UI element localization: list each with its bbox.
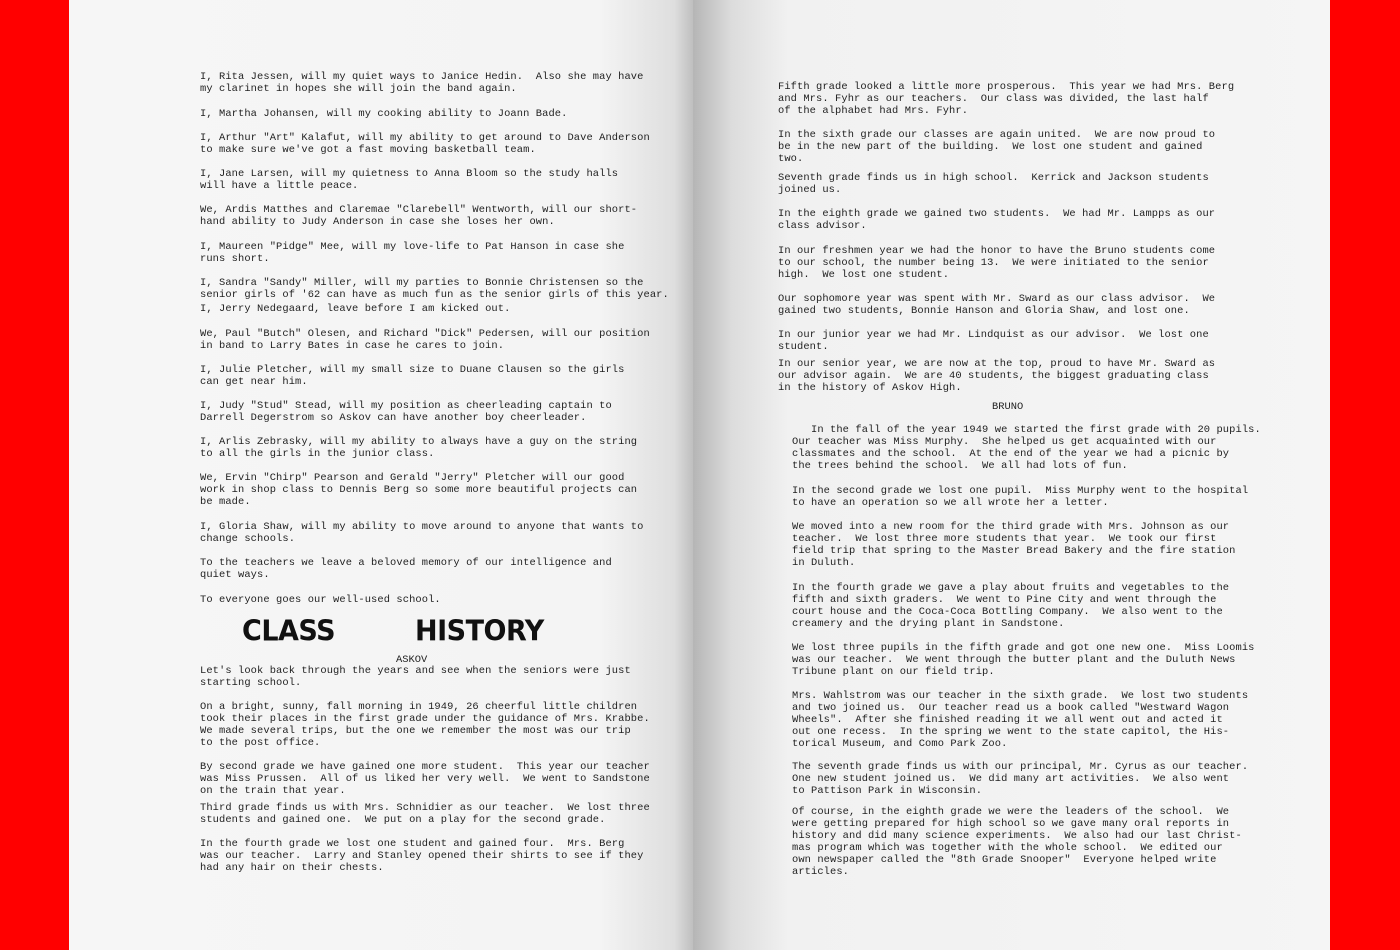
history-paragraph: In the fourth grade we lost one student and gained four. Mrs. Berg was our teacher. Larry and Stanley opened their shirts to see if they had any hair on their chests. [200, 838, 644, 874]
bruno-history-paragraph: We lost three pupils in the fifth grade and got one new one. Miss Loomis was our teacher. We went through the butter plant and the Duluth News Tribune plant on our field trip. [792, 642, 1255, 678]
will-paragraph: I, Sandra "Sandy" Miller, will my parties to Bonnie Christensen so the senior girls of '62 can have as much fun as the senior girls of this year. [200, 277, 669, 301]
askov-section-label: ASKOV [396, 654, 428, 666]
history-paragraph: Let's look back through the years and see when the seniors were just starting school. [200, 665, 631, 689]
bruno-history-paragraph: Of course, in the eighth grade we were the leaders of the school. We were getting prepared for high school so we gave many oral reports in history and did many science experiments. We also had our last Christ- mas program which was together with the whole school. We edited our own newspaper called the "8th Grade Snooper" Everyone helped write articles. [792, 806, 1242, 878]
bruno-history-paragraph: Mrs. Wahlstrom was our teacher in the sixth grade. We lost two students and two joined us. Our teacher read us a book called "Westward Wagon Wheels". After she finished reading it we all went out and acted it out one recess. In the spring we went to the state capitol, the His- torical Museum, and Como Park Zoo. [792, 690, 1249, 750]
will-paragraph: I, Maureen "Pidge" Mee, will my love-life to Pat Hanson in case she runs short. [200, 241, 625, 265]
history-paragraph: By second grade we have gained one more student. This year our teacher was Miss Prussen. All of us liked her very well. We went to Sandstone on the train that year. [200, 761, 650, 797]
right-page [693, 0, 1330, 950]
bruno-history-paragraph: In the fall of the year 1949 we started the first grade with 20 pupils. Our teacher was Miss Murphy. She helped us get acquainted with our classmates and the school. At the end of the year we had a picnic by the trees behind the school. We all had lots of fun. [792, 424, 1261, 472]
left-page [69, 0, 693, 950]
will-paragraph: We, Paul "Butch" Olesen, and Richard "Dick" Pedersen, will our position in band to Larry Bates in case he cares to join. [200, 328, 650, 352]
class-history-heading-history: HISTORY [415, 615, 544, 648]
will-paragraph: To the teachers we leave a beloved memory of our intelligence and quiet ways. [200, 557, 612, 581]
will-paragraph: I, Jane Larsen, will my quietness to Anna Bloom so the study halls will have a little peace. [200, 168, 619, 192]
bruno-section-label: BRUNO [992, 401, 1024, 413]
will-paragraph: We, Ardis Matthes and Claremae "Clarebell" Wentworth, will our short- hand ability to Judy Anderson in case she loses her own. [200, 204, 638, 228]
askov-history-paragraph: Seventh grade finds us in high school. Kerrick and Jackson students joined us. [778, 172, 1209, 196]
askov-history-paragraph: In our freshmen year we had the honor to have the Bruno students come to our school, the number being 13. We were initiated to the senior high. We lost one student. [778, 245, 1216, 281]
bruno-history-paragraph: The seventh grade finds us with our principal, Mr. Cyrus as our teacher. One new student joined us. We did many art activities. We also went to Pattison Park in Wisconsin. [792, 761, 1249, 797]
class-history-heading-class: CLASS [242, 615, 336, 648]
will-paragraph: I, Judy "Stud" Stead, will my position as cheerleading captain to Darrell Degerstrom so Askov can have another boy cheerleader. [200, 400, 612, 424]
will-paragraph: I, Gloria Shaw, will my ability to move around to anyone that wants to change schools. [200, 521, 644, 545]
will-paragraph: To everyone goes our well-used school. [200, 594, 441, 606]
will-paragraph: I, Arthur "Art" Kalafut, will my ability to get around to Dave Anderson to make sure we've got a fast moving basketball team. [200, 132, 650, 156]
will-paragraph: I, Arlis Zebrasky, will my ability to always have a guy on the string to all the girls in the junior class. [200, 436, 638, 460]
history-paragraph: Third grade finds us with Mrs. Schnidier as our teacher. We lost three students and gained one. We put on a play for the second grade. [200, 802, 650, 826]
askov-history-paragraph: In our junior year we had Mr. Lindquist as our advisor. We lost one student. [778, 329, 1209, 353]
askov-history-paragraph: Our sophomore year was spent with Mr. Sward as our class advisor. We gained two students, Bonnie Hanson and Gloria Shaw, and lost one. [778, 293, 1216, 317]
will-paragraph: I, Martha Johansen, will my cooking ability to Joann Bade. [200, 108, 568, 120]
will-paragraph: I, Julie Pletcher, will my small size to Duane Clausen so the girls can get near him. [200, 364, 625, 388]
askov-history-paragraph: Fifth grade looked a little more prosperous. This year we had Mrs. Berg and Mrs. Fyhr as our teachers. Our class was divided, the last half of the alphabet had Mrs. Fyhr. [778, 81, 1235, 117]
askov-history-paragraph: In the sixth grade our classes are again united. We are now proud to be in the new part of the building. We lost one student and gained two. [778, 129, 1216, 165]
bruno-history-paragraph: We moved into a new room for the third grade with Mrs. Johnson as our teacher. We lost three more students that year. We took our first field trip that spring to the Master Bread Bakery and the fire station in Duluth. [792, 521, 1236, 569]
askov-history-paragraph: In our senior year, we are now at the top, proud to have Mr. Sward as our advisor again. We are 40 students, the biggest graduating class in the history of Askov High. [778, 358, 1216, 394]
askov-history-paragraph: In the eighth grade we gained two students. We had Mr. Lampps as our class advisor. [778, 208, 1216, 232]
bruno-history-paragraph: In the second grade we lost one pupil. Miss Murphy went to the hospital to have an operation so we all wrote her a letter. [792, 485, 1249, 509]
bruno-history-paragraph: In the fourth grade we gave a play about fruits and vegetables to the fifth and sixth graders. We went to Pine City and went through the court house and the Coca-Coca Bottling Company. We also went to the creamery and the drying plant in Sandstone. [792, 582, 1230, 630]
will-paragraph: I, Rita Jessen, will my quiet ways to Janice Hedin. Also she may have my clarinet in hopes she will join the band again. [200, 71, 644, 95]
will-paragraph: We, Ervin "Chirp" Pearson and Gerald "Jerry" Pletcher will our good work in shop class to Dennis Berg so some more beautiful projects can be made. [200, 472, 638, 508]
history-paragraph: On a bright, sunny, fall morning in 1949, 26 cheerful little children took their places in the first grade under the guidance of Mrs. Krabbe. We made several trips, but the one we remember the most was our trip to the post office. [200, 701, 650, 749]
will-paragraph: I, Jerry Nedegaard, leave before I am kicked out. [200, 303, 511, 315]
